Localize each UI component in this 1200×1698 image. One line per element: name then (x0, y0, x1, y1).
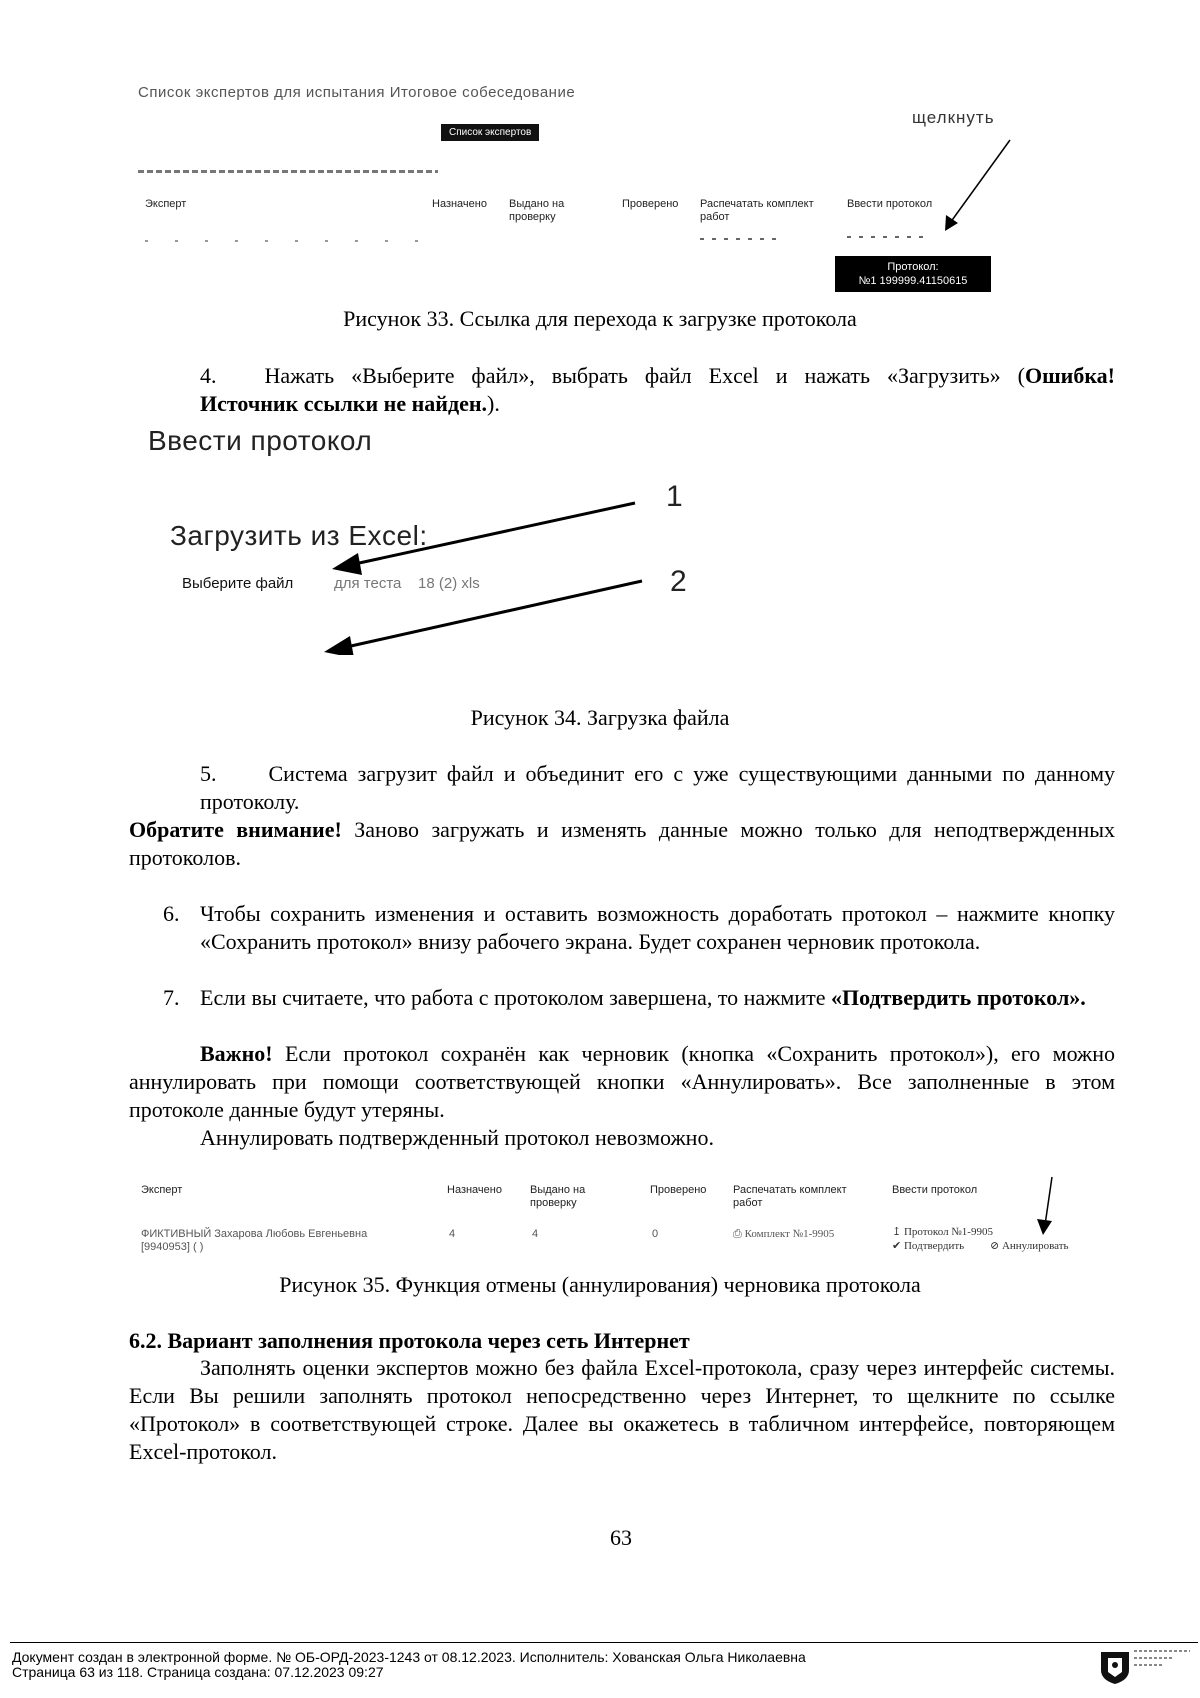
confirm-label: Подтвердить (903, 1240, 965, 1252)
fig33-protocol-link-faded[interactable] (847, 236, 927, 238)
page-number: 63 (610, 1525, 632, 1550)
selected-file-name: для теста 18 (2) xls (334, 575, 480, 592)
step4-error-text: Ошибка! Источник ссылки не найден. (200, 363, 1115, 416)
footer-rule (10, 1642, 1198, 1643)
fig33-caption: Рисунок 33. Ссылка для перехода к загрузке протокола (343, 306, 857, 331)
protocol-link-label: Протокол №1-9905 (903, 1226, 993, 1238)
cancel-link[interactable] (990, 1240, 1069, 1253)
emblem-caption (1134, 1650, 1194, 1666)
fig33-row-faded (145, 240, 445, 242)
step5-text: Система загрузит файл и объединит его с уже существующими данными по данному протоколу. (200, 761, 1115, 814)
fig35-assigned-cell: 4 (449, 1228, 456, 1240)
footer-line2: Страница 63 из 118. Страница создана: 07.12.2023 09:27 (12, 1664, 384, 1680)
fig33-print-link-faded[interactable] (700, 238, 780, 240)
fig33-col-protocol: Ввести протокол (847, 198, 933, 210)
step4-text: Нажать «Выберите файл», выбрать файл Excel и нажать «Загрузить» ( (264, 363, 1025, 388)
fig35-col-expert: Эксперт (141, 1184, 183, 1196)
step4-end: ). (487, 391, 500, 416)
fig33-header: Список экспертов для испытания Итоговое собеседование (138, 84, 576, 101)
upload-icon: ↥ (892, 1226, 902, 1238)
fig35-col-issued: Выдано на проверку (530, 1184, 586, 1209)
important-paragraph (129, 1040, 1115, 1124)
fig34-subtitle: Загрузить из Excel: (170, 520, 428, 551)
section-paragraph: Заполнять оценки экспертов можно без файла Excel-протокола, сразу через интерфейс системы. Если Вы решили заполнять протокол непосредственно через Интернет, то щелкните по ссылке «Протокол» в соответствующей строке. Далее вы окажетесь в табличном интерфейсе, повторяющем Excel-протокол. (129, 1355, 1115, 1464)
fig33-col-checked: Проверено (622, 198, 679, 210)
fig35-col-print: Распечатать комплект работ (733, 1184, 847, 1209)
step5-paragraph (200, 760, 1115, 816)
pointer-arrows-icon (320, 495, 660, 655)
step4-number: 4. (200, 363, 217, 388)
step7-text: Если вы считаете, что работа с протоколом завершена, то нажмите (200, 985, 831, 1010)
step7-bold: «Подтвердить протокол». (830, 985, 1086, 1010)
fig34-title: Ввести протокол (148, 425, 373, 456)
fig35-col-protocol: Ввести протокол (892, 1184, 978, 1196)
choose-file-button[interactable]: Выберите файл (182, 575, 294, 592)
step7-number: 7. (163, 985, 180, 1010)
print-kit-label: Комплект №1-9905 (744, 1228, 835, 1240)
protocol-link[interactable] (892, 1226, 993, 1239)
step6-text: Чтобы сохранить изменения и оставить возможность доработать протокол – нажмите кнопку «Сохранить протокол» внизу рабочего экрана. Будет сохранен черновик протокола. (200, 901, 1115, 954)
fig33-underline (138, 170, 438, 173)
fig35-issued-cell: 4 (532, 1228, 539, 1240)
cancel-label: Аннулировать (1001, 1240, 1069, 1252)
important-bold: Важно! (200, 1041, 273, 1066)
fig35-caption: Рисунок 35. Функция отмены (аннулирования) черновика протокола (279, 1272, 921, 1297)
step5-number: 5. (200, 761, 217, 786)
fig34-caption: Рисунок 34. Загрузка файла (470, 705, 730, 730)
fig35-expert-cell: ФИКТИВНЫЙ Захарова Любовь Евгеньевна [9940953] ( ) (141, 1228, 368, 1253)
note-paragraph (129, 816, 1115, 872)
government-emblem-icon (1098, 1646, 1132, 1686)
arrow-label-2: 2 (670, 565, 687, 598)
experts-list-button[interactable]: Список экспертов (441, 124, 539, 141)
print-kit-link[interactable] (733, 1228, 834, 1241)
tooltip-line2: №1 199999.41150615 (858, 275, 968, 287)
important-text: Если протокол сохранён как черновик (кнопка «Сохранить протокол»), его можно аннулировать при помощи соответствующей кнопки «Аннулировать». Все заполненные в этом протоколе данные будут утеряны. (129, 1041, 1115, 1122)
fig35-col-checked: Проверено (650, 1184, 707, 1196)
cancel-icon: ⊘ (990, 1240, 1000, 1252)
cancel-pointer-arrow-icon (1030, 1175, 1070, 1240)
step7-paragraph (200, 984, 1115, 1012)
fig35-checked-cell: 0 (652, 1228, 659, 1240)
fig33-col-print: Распечатать комплект работ (700, 198, 814, 223)
step4-paragraph (200, 362, 1115, 418)
printer-icon: ⎙ (733, 1228, 742, 1240)
click-arrow-icon (900, 135, 1020, 235)
fig33-col-issued: Выдано на проверку (509, 198, 565, 223)
click-annotation: щелкнуть (912, 108, 995, 127)
fig35-col-assigned: Назначено (447, 1184, 502, 1196)
protocol-tooltip (835, 256, 991, 292)
check-icon: ✔ (892, 1240, 902, 1252)
fig33-col-assigned: Назначено (432, 198, 487, 210)
cannot-cancel-text: Аннулировать подтвержденный протокол невозможно. (200, 1125, 714, 1150)
tooltip-line1: Протокол: (887, 261, 939, 273)
arrow-label-1: 1 (666, 480, 683, 513)
section-heading: 6.2. Вариант заполнения протокола через сеть Интернет (129, 1328, 690, 1353)
note-bold: Обратите внимание! (129, 817, 342, 842)
step6-number: 6. (163, 901, 180, 926)
confirm-link[interactable] (892, 1240, 964, 1253)
fig33-col-expert: Эксперт (145, 198, 187, 210)
note-text: Заново загружать и изменять данные можно только для неподтвержденных протоколов. (129, 817, 1115, 870)
footer-line1: Документ создан в электронной форме. № ОБ-ОРД-2023-1243 от 08.12.2023. Исполнитель: Хованская Ольга Николаевна (12, 1649, 806, 1665)
